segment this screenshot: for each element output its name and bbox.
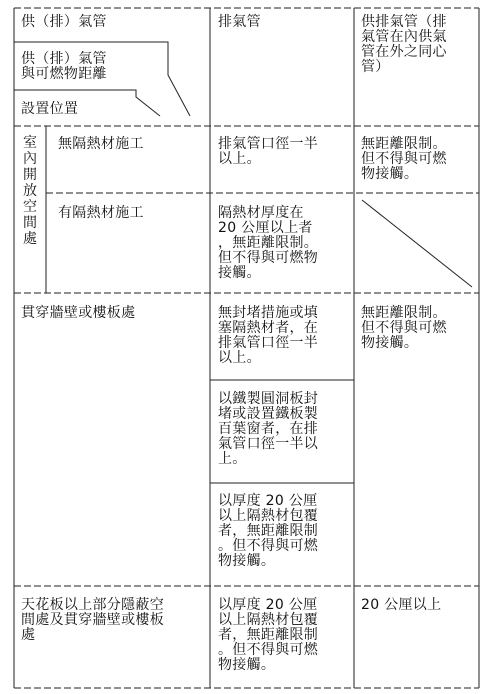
cell-wall-coaxial: 無距離限制。 但不得與可燃 物接觸。: [361, 305, 447, 351]
empty-cell-diagonal: [362, 200, 472, 287]
row-label-ceiling: 天花板以上部分隱蔽空 間處及貫穿牆壁或樓板 處: [21, 597, 164, 643]
cell-with-insulation-exhaust: 隔熱材厚度在 20 公厘以上者 ，無距離限制。 但不得與可燃物 接觸。: [218, 205, 319, 281]
cell-wall-exhaust-1: 無封堵措施或填 塞隔熱材者，在 排氣管口徑一半 以上。: [218, 305, 319, 366]
cell-no-insulation-exhaust: 排氣管口徑一半 以上。: [218, 136, 319, 167]
row-label-indoor-open: 室內開放空間處: [23, 135, 37, 247]
row-label-no-insulation: 無隔熱材施工: [58, 136, 144, 152]
cell-wall-exhaust-2: 以鐵製圓洞板封 堵或設置鐵板製 百葉窗者，在排 氣管口徑一半以 上。: [218, 391, 319, 467]
cell-wall-exhaust-3: 以厚度 20 公厘 以上隔熱材包覆 者，無距離限制 。但不得與可燃 物接觸。: [218, 493, 319, 569]
header-coaxial: 供排氣管（排 氣管在內供氣 管在外之同心 管）: [361, 14, 447, 75]
cell-ceiling-coaxial: 20 公厘以上: [361, 597, 442, 613]
cell-ceiling-exhaust: 以厚度 20 公厘 以上隔熱材包覆 者，無距離限制 。但不得與可燃 物接觸。: [218, 597, 319, 673]
header-location: 設置位置: [21, 101, 79, 117]
header-distance: 供（排）氣管 與可燃物距離: [21, 51, 107, 82]
row-label-wall-floor: 貫穿牆壁或樓板處: [21, 305, 136, 321]
row-label-with-insulation: 有隔熱材施工: [58, 205, 144, 221]
header-supply-exhaust: 供（排）氣管: [21, 14, 107, 30]
cell-no-insulation-coaxial: 無距離限制。 但不得與可燃 物接觸。: [361, 136, 447, 182]
header-exhaust-pipe: 排氣管: [218, 14, 261, 30]
